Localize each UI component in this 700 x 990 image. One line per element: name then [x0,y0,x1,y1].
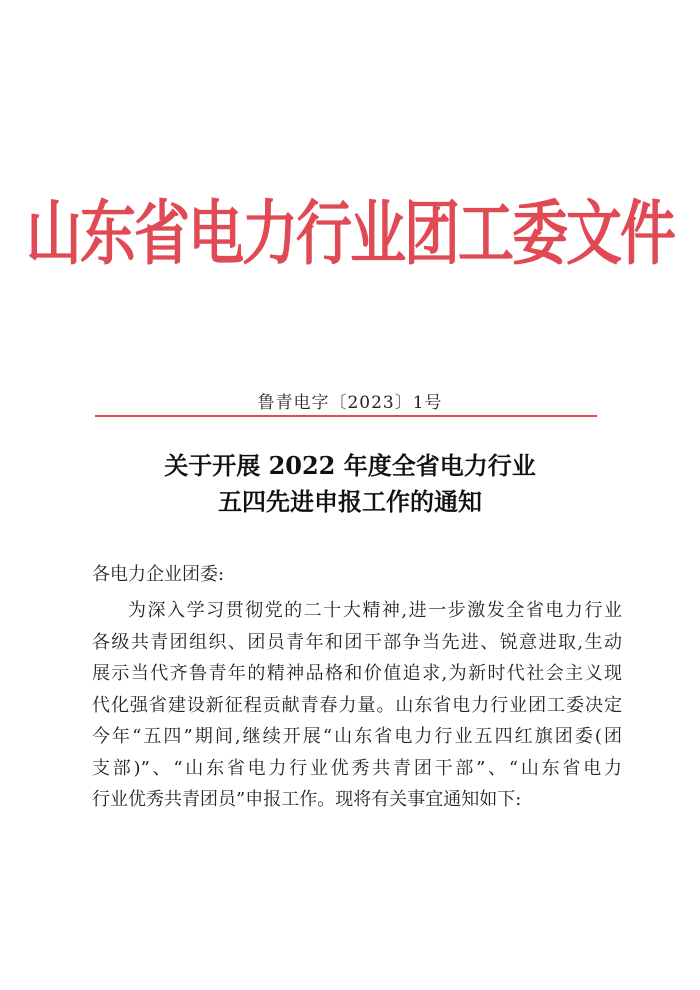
body-line: 今年“五四”期间,继续开展“山东省电力行业五四红旗团委(团 [92,726,622,747]
body-paragraph [92,595,622,816]
title-line-2: 五四先进申报工作的通知 [218,487,482,516]
document-number: 鲁青电字〔2023〕1号 [257,393,443,413]
body-line: 各级共青团组织、团员青年和团干部争当先进、锐意进取,生动 [92,631,622,653]
document-title [0,448,700,520]
salutation: 各电力企业团委: [92,564,225,585]
body-line: 行业优秀共青团员”申报工作。现将有关事宜通知如下: [92,789,522,810]
red-separator-line [95,415,597,417]
issuer-red-header: 山东省电力行业团工委文件 [26,193,674,275]
title-line-1: 关于开展 2022 年度全省电力行业 [164,451,536,480]
body-line: 为深入学习贯彻党的二十大精神,进一步激发全省电力行业 [128,600,622,621]
body-line: 代化强省建设新征程贡献青春力量。山东省电力行业团工委决定 [92,694,622,716]
body-line: 支部)”、“山东省电力行业优秀共青团干部”、“山东省电力 [92,757,622,779]
body-line: 展示当代齐鲁青年的精神品格和价值追求,为新时代社会主义现 [92,663,622,684]
